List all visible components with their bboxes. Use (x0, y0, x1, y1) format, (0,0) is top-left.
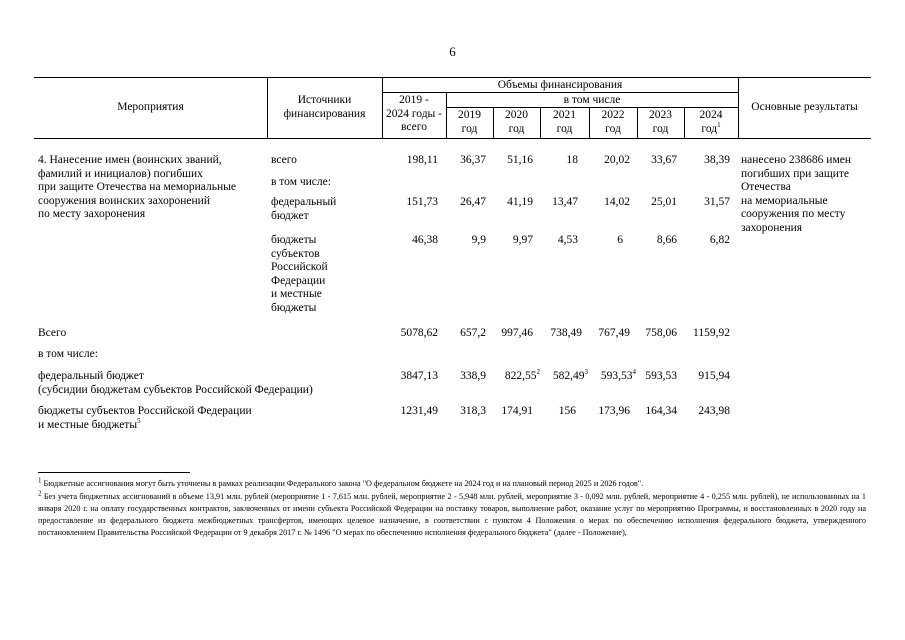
summary-federal-label: федеральный бюджет (субсидии бюджетам субъектов Российской Федерации) (38, 370, 313, 396)
value-2023: 593,53 (645, 370, 677, 382)
value-2020: 51,16 (507, 154, 533, 166)
value-2019: 26,47 (460, 196, 486, 208)
header-activity: Мероприятия (117, 101, 184, 113)
value-2021: 4,53 (557, 234, 578, 246)
value-2024: 1159,92 (693, 327, 730, 339)
value-2020: 174,91 (501, 405, 533, 417)
source-label: бюджеты субъектов Российской Федерации и местные бюджеты (271, 234, 328, 314)
header-year-2024: 2024 год$^1$ (699, 109, 723, 135)
value-2019: 318,3 (460, 405, 486, 417)
header-including: в том числе (563, 94, 621, 106)
value-2024: 243,98 (698, 405, 730, 417)
value-total: 151,73 (406, 196, 438, 208)
footnote-1: $^1$ Бюджетные ассигнования могут быть уточнены в рамках реализации Федерального закона "О федеральном бюджете на 2024 год и на плановый период 2025 и 2026 годов". (38, 476, 644, 488)
value-2023: 33,67 (651, 154, 677, 166)
value-2023: 164,34 (645, 405, 677, 417)
value-2021: 156 (558, 405, 576, 417)
value-2024: 38,39 (704, 154, 730, 166)
page-number: 6 (449, 44, 456, 59)
value-2023: 25,01 (651, 196, 677, 208)
value-2024: 31,57 (704, 196, 730, 208)
activity-title: 4. Нанесение имен (воинских званий, фамилий и инициалов) погибших при защите Отечества на мемориальные сооружения воинских захоронений по месту захоронения (38, 154, 236, 220)
value-2019: 9,9 (471, 234, 486, 246)
value-2022: 6 (617, 234, 623, 246)
header-sources: Источники финансирования (283, 94, 366, 120)
header-year-2019: 2019 год (458, 109, 481, 135)
value-2020: 997,46 (501, 327, 533, 339)
value-2022: 173,96 (598, 405, 630, 417)
value-total: 46,38 (412, 234, 438, 246)
value-2024: 6,82 (709, 234, 730, 246)
value-2022: 593,53$^4$ (600, 368, 636, 382)
source-label: федеральный бюджет (271, 196, 337, 222)
footnote-2: $^2$ Без учета бюджетных ассигнований в объеме 13,91 млн. рублей (мероприятие 1 - 7,615 млн. рублей, мероприятие 2 - 5,948 млн. рублей, мероприятие 3 - 0,092 млн. рублей, мероприятие 4 - 0,255 млн. рублей), не использованных на 1 января 2020 г. на оплату государственных контрактов, заключенных от имени субъекта Российской Федерации на поставку товаров, выполнение работ, оказание услуг по мероприятию Программы, и восстановленных в 2020 году на предоставление из федерального бюджета межбюджетных трансфертов, имеющих целевое назначение, в соответствии с пунктом 4 Положения о мерах по обеспечению исполнения федерального бюджета, утвержденного постановлением Правительства Российской Федерации от 9 декабря 2017 г. № 1496 "О мерах по обеспечению исполнения федерального бюджета" (далее - Положение), (38, 489, 866, 537)
value-2019: 36,37 (460, 154, 486, 166)
activity-result: нанесено 238686 имен погибших при защите Отечества на мемориальные сооружения по месту захоронения (741, 154, 851, 234)
footnote-divider (38, 472, 190, 473)
value-2021: 18 (566, 154, 578, 166)
value-2022: 14,02 (604, 196, 630, 208)
footnote-ref: 1 (717, 120, 721, 129)
header-year-2020: 2020 год (505, 109, 528, 135)
value-2023: 758,06 (645, 327, 677, 339)
value-2022: 20,02 (604, 154, 630, 166)
value-2020: 822,55$^2$ (504, 368, 540, 382)
header-year-2022: 2022 год (601, 109, 625, 135)
value-2024: 915,94 (698, 370, 730, 382)
value-total: 198,11 (406, 154, 438, 166)
header-total: 2019 - 2024 годы - всего (385, 94, 442, 133)
footnote-ref: 3 (584, 368, 588, 377)
footnote-ref: 4 (632, 368, 636, 377)
source-label: всего (271, 154, 297, 166)
header-year-2023: 2023 год (649, 109, 672, 135)
value-2020: 9,97 (512, 234, 533, 246)
value-2023: 8,66 (656, 234, 677, 246)
value-2019: 338,9 (460, 370, 486, 382)
value-2019: 657,2 (460, 327, 486, 339)
footnote-ref: 5 (137, 416, 141, 425)
value-total: 1231,49 (400, 405, 438, 417)
value-2021: 582,49$^3$ (552, 368, 588, 382)
header-year-2021: 2021 год (553, 109, 576, 135)
footnote-ref: 2 (536, 368, 540, 377)
value-2020: 41,19 (507, 196, 533, 208)
value-total: 5078,62 (400, 327, 438, 339)
header-funding: Объемы финансирования (497, 79, 623, 91)
summary-including-label: в том числе: (38, 348, 98, 360)
value-total: 3847,13 (400, 370, 438, 382)
source-label: в том числе: (271, 176, 331, 188)
summary-total-label: Всего (38, 327, 67, 339)
value-2022: 767,49 (598, 327, 630, 339)
summary-regional-label: бюджеты субъектов Российской Федерации и местные бюджеты$^5$ (38, 405, 252, 431)
header-results: Основные результаты (751, 101, 858, 113)
value-2021: 13,47 (552, 196, 578, 208)
value-2021: 738,49 (550, 327, 582, 339)
